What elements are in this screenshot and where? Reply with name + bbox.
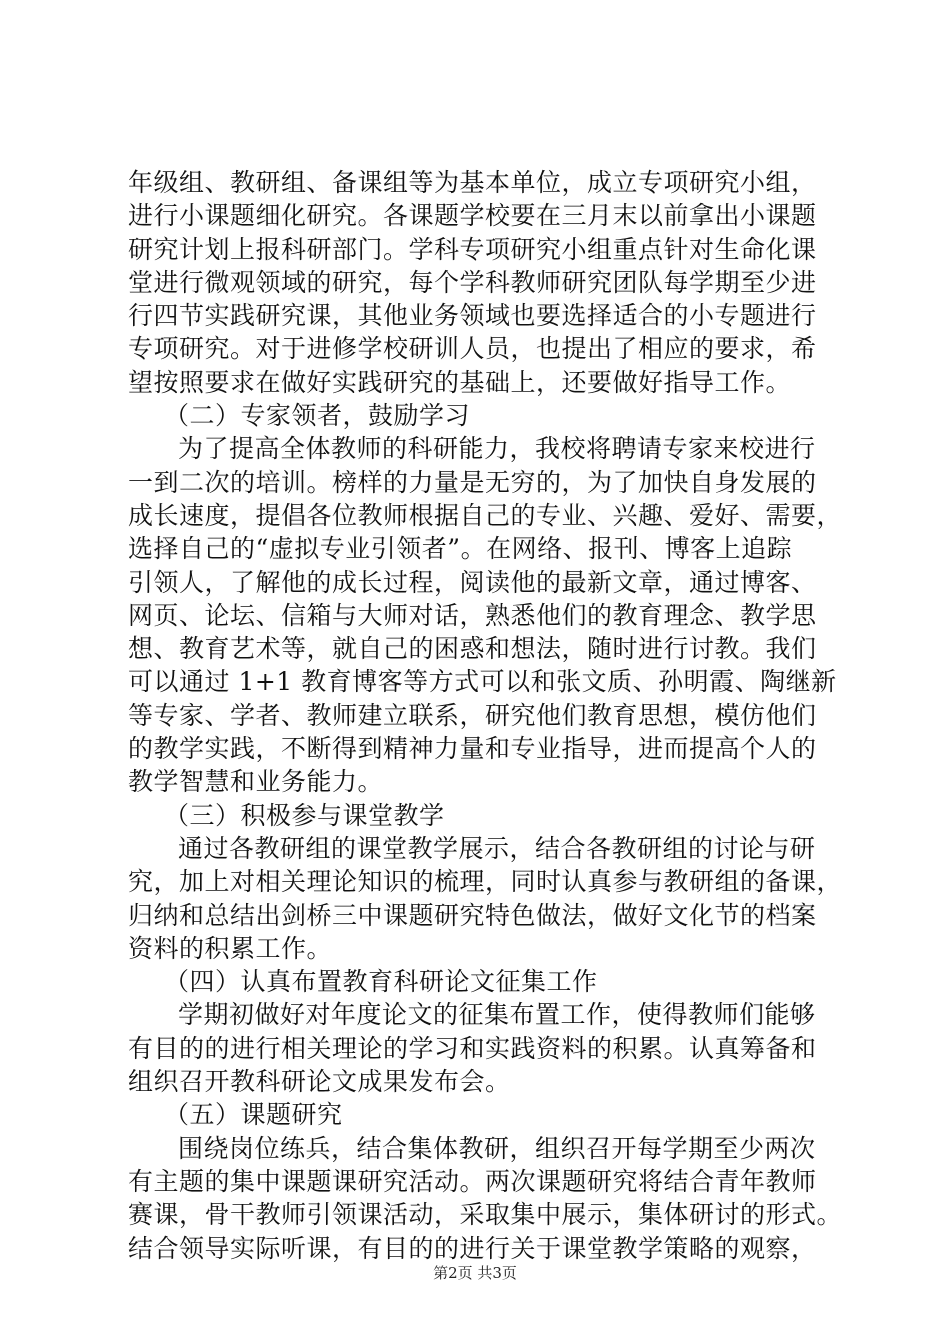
text-line: 进行小课题细化研究。各课题学校要在三月末以前拿出小课题 <box>128 201 817 231</box>
text-line: 的教学实践，不断得到精神力量和专业指导，进而提高个人的 <box>128 734 817 764</box>
text-line: 可以通过 1+1 教育博客等方式可以和张文质、孙明霞、陶继新 <box>128 667 837 697</box>
text-line: 组织召开教科研论文成果发布会。 <box>128 1067 511 1097</box>
page-footer: 第2页 共3页 <box>433 1264 517 1282</box>
document-body <box>128 166 843 1265</box>
text-line: 究，加上对相关理论知识的梳理，同时认真参与教研组的备课， <box>128 867 843 897</box>
text-line: 年级组、教研组、备课组等为基本单位，成立专项研究小组， <box>128 168 817 197</box>
text-line: 归纳和总结出剑桥三中课题研究特色做法，做好文化节的档案 <box>128 900 817 930</box>
section-heading: （五）课题研究 <box>164 1100 343 1130</box>
text-line: 教学智慧和业务能力。 <box>128 767 384 797</box>
text-line: 结合领导实际听课，有目的的进行关于课堂教学策略的观察， <box>128 1233 817 1263</box>
text-line: 成长速度，提倡各位教师根据自己的专业、兴趣、爱好、需要， <box>128 500 843 530</box>
text-line: 赛课，骨干教师引领课活动，采取集中展示，集体研讨的形式。 <box>128 1200 843 1230</box>
text-line: 选择自己的“虚拟专业引领者”。在网络、报刊、博客上追踪 <box>128 534 793 564</box>
text-line: 为了提高全体教师的科研能力，我校将聘请专家来校进行 <box>178 434 816 464</box>
text-line: 行四节实践研究课，其他业务领域也要选择适合的小专题进行 <box>128 301 817 331</box>
text-line: 一到二次的培训。榜样的力量是无穷的，为了加快自身发展的 <box>128 467 817 497</box>
text-line: 网页、论坛、信箱与大师对话，熟悉他们的教育理念、教学思 <box>128 600 817 630</box>
text-line: 研究计划上报科研部门。学科专项研究小组重点针对生命化课 <box>128 234 817 264</box>
text-line: 堂进行微观领域的研究，每个学科教师研究团队每学期至少进 <box>128 267 817 297</box>
text-line: 想、教育艺术等，就自己的困惑和想法，随时进行讨教。我们 <box>128 634 817 664</box>
text-line: 学期初做好对年度论文的征集布置工作，使得教师们能够 <box>178 1000 816 1030</box>
text-line: 有主题的集中课题课研究活动。两次课题研究将结合青年教师 <box>128 1166 817 1196</box>
text-line: 资料的积累工作。 <box>128 933 333 963</box>
text-line: 等专家、学者、教师建立联系，研究他们教育思想，模仿他们 <box>128 700 817 730</box>
text-line: 专项研究。对于进修学校研训人员，也提出了相应的要求，希 <box>128 334 817 364</box>
text-line: 有目的的进行相关理论的学习和实践资料的积累。认真筹备和 <box>128 1033 817 1063</box>
text-line: 通过各教研组的课堂教学展示，结合各教研组的讨论与研 <box>178 833 816 863</box>
text-line: 围绕岗位练兵，结合集体教研，组织召开每学期至少两次 <box>178 1133 816 1163</box>
text-line: 望按照要求在做好实践研究的基础上，还要做好指导工作。 <box>128 367 792 397</box>
section-heading: （二）专家领者，鼓励学习 <box>164 401 471 431</box>
section-heading: （三）积极参与课堂教学 <box>164 800 445 830</box>
section-heading: （四）认真布置教育科研论文征集工作 <box>164 967 598 997</box>
text-line: 引领人，了解他的成长过程，阅读他的最新文章，通过博客、 <box>128 567 817 597</box>
